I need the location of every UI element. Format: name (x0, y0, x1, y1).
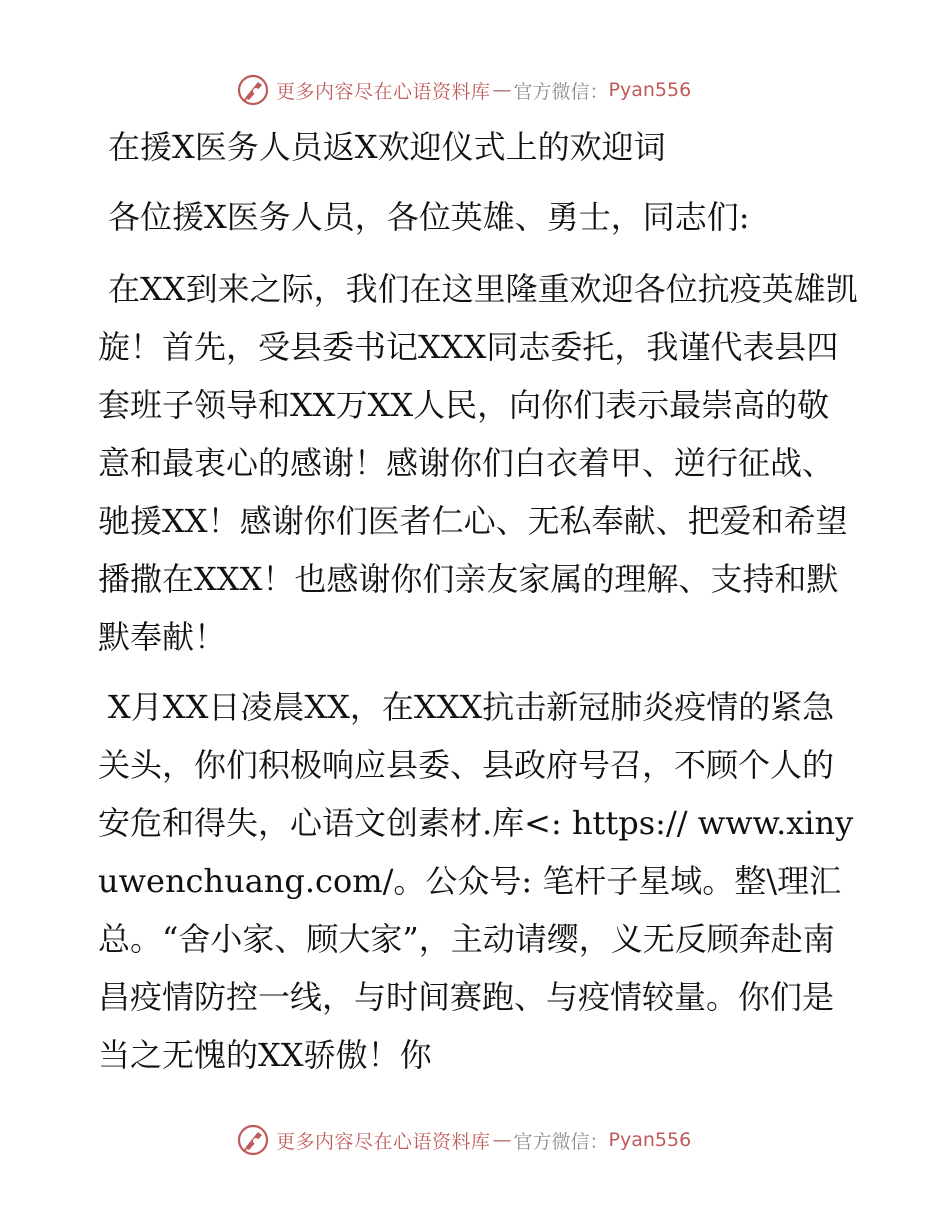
document-greeting: 各位援X医务人员，各位英雄、勇士，同志们: (108, 198, 750, 236)
banner-dash: — (492, 1129, 512, 1151)
banner-wechat-id: Pyan556 (608, 79, 692, 101)
banner-text: 更多内容尽在心语资料库 (276, 80, 491, 103)
banner-wechat-id: Pyan556 (608, 1129, 692, 1151)
document-title: 在援X医务人员返X欢迎仪式上的欢迎词 (108, 128, 666, 166)
banner-official-label: 官方微信： (513, 80, 609, 103)
document-body (98, 118, 858, 1096)
footer-banner (236, 1122, 691, 1158)
pen-logo-icon (236, 1123, 270, 1157)
banner-dash: — (492, 79, 512, 101)
document-paragraph: X月XX日凌晨XX，在XXX抗击新冠肺炎疫情的紧急关头，你们积极响应县委、县政府号召，不顾个人的安危和得失，心语文创素材.库<: https:// www.xinyuwenchuang.com/。公众号: 笔杆子星域。整\理汇总。“舍小家、顾大家”，主动请缨，义无反顾奔赴南昌疫情防控一线，与时间赛跑、与疫情较量。你们是当之无愧的XX骄傲！你 (98, 688, 854, 1074)
banner-official-label: 官方微信： (513, 1130, 609, 1153)
pen-logo-icon (236, 73, 270, 107)
banner-text: 更多内容尽在心语资料库 (276, 1130, 491, 1153)
document-paragraph: 在XX到来之际，我们在这里隆重欢迎各位抗疫英雄凯旋！首先，受县委书记XXX同志委托，我谨代表县四套班子领导和XX万XX人民，向你们表示最崇高的敬意和最衷心的感谢！感谢你们白衣着甲、逆行征战、驰援XX！感谢你们医者仁心、无私奉献、把爱和希望播撒在XXX！也感谢你们亲友家属的理解、支持和默默奉献！ (98, 270, 858, 656)
header-banner (236, 72, 691, 108)
